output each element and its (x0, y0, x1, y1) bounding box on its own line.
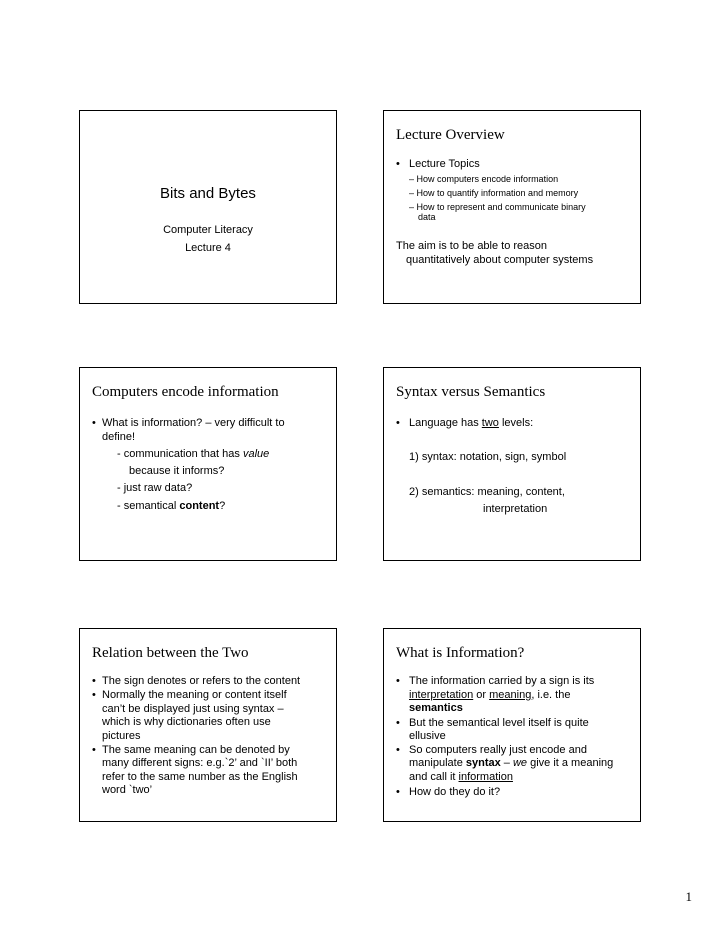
bullet-text: Lecture Topics (409, 158, 480, 170)
bullet-icon: • (396, 675, 400, 687)
bullet-icon: • (396, 744, 400, 756)
slide-title: Bits and Bytes (160, 185, 256, 202)
bullet-text: The sign denotes or refers to the content (102, 675, 301, 687)
text-run: syntax (465, 757, 501, 769)
sub-bullet-text: data (418, 212, 436, 222)
bullet-text: But the semantical level itself is quite (409, 717, 589, 729)
slide-what-is-information (383, 628, 641, 822)
bullet-text: What is information? – very difficult to (102, 417, 285, 429)
sub-bullet-text (117, 448, 269, 462)
bullet-text: The same meaning can be denoted by (102, 744, 290, 756)
bullet-icon: • (396, 786, 400, 798)
bullet-text: Normally the meaning or content itself (102, 689, 287, 701)
text-run: Language has (409, 417, 482, 429)
bullet-icon: • (92, 689, 96, 701)
bullet-icon: • (92, 675, 96, 687)
sub-bullet-text (117, 500, 225, 514)
bullet-text: refer to the same number as the English (102, 771, 298, 783)
bullet-text (409, 689, 570, 703)
sub-bullet-text: – How to represent and communicate binary (409, 202, 586, 212)
text-run: , i.e. the (531, 689, 571, 701)
sub-bullet-text: – How to quantify information and memory (409, 188, 579, 198)
bullet-icon: • (92, 744, 96, 756)
bullet-text: many different signs: e.g.`2’ and `II’ both (102, 757, 298, 769)
bullet-text (409, 771, 513, 785)
text-run: or (473, 689, 490, 701)
text-run: meaning (489, 689, 532, 701)
text-run: interpretation (409, 689, 474, 701)
text-run: - communication that has (117, 448, 243, 460)
text-run: ? (219, 500, 226, 512)
list-item-text: interpretation (483, 503, 548, 515)
slide-relation-between-the-two (79, 628, 337, 822)
bullet-text (409, 757, 613, 771)
paragraph-text: The aim is to be able to reason (396, 240, 548, 252)
text-run: information (458, 771, 513, 783)
list-item-text: 2) semantics: meaning, content, (409, 486, 565, 498)
slide-lecture-overview (383, 110, 641, 304)
text-run: levels: (498, 417, 534, 429)
bullet-text: So computers really just encode and (409, 744, 587, 756)
text-run: - semantical (117, 500, 180, 512)
text-run: – (500, 757, 513, 769)
sub-bullet-text: - just raw data? (117, 482, 193, 494)
bullet-text: word `two’ (102, 784, 153, 796)
text-run: manipulate (409, 757, 466, 769)
sub-bullet-text: because it informs? (129, 465, 225, 477)
list-item-text: 1) syntax: notation, sign, symbol (409, 451, 567, 463)
text-run: we (512, 757, 528, 769)
slide-title: Syntax versus Semantics (396, 384, 546, 400)
bullet-icon: • (396, 717, 400, 729)
bullet-text: pictures (102, 730, 141, 742)
page-number: 1 (685, 889, 692, 904)
slide-bits-and-bytes (79, 110, 337, 304)
slide-subtitle: Computer Literacy (163, 224, 253, 236)
bullet-text: How do they do it? (409, 786, 501, 798)
bullet-text: define! (102, 431, 136, 443)
text-run: content (179, 500, 220, 512)
text-run: value (242, 448, 270, 460)
bullet-text: which is why dictionaries often use (102, 716, 271, 728)
slide-subtitle: Lecture 4 (185, 242, 231, 254)
slide-title: Computers encode information (92, 384, 279, 400)
sub-bullet-text: – How computers encode information (409, 174, 559, 184)
slide-syntax-versus-semantics (383, 367, 641, 561)
text-run: and call it (409, 771, 459, 783)
bullet-icon: • (396, 158, 400, 170)
bullet-text: ellusive (409, 730, 446, 742)
bullet-text: semantics (409, 702, 463, 714)
text-run: two (481, 417, 499, 429)
bullet-icon: • (396, 417, 400, 429)
slide-title: What is Information? (396, 645, 525, 661)
bullet-icon: • (92, 417, 96, 429)
slide-title: Lecture Overview (396, 127, 505, 143)
bullet-text (409, 417, 533, 431)
bullet-text: can’t be displayed just using syntax – (102, 703, 284, 715)
slide-computers-encode-information (79, 367, 337, 561)
bullet-text: The information carried by a sign is its (409, 675, 595, 687)
text-run: give it a meaning (527, 757, 614, 769)
slide-title: Relation between the Two (92, 645, 249, 661)
paragraph-text: quantitatively about computer systems (406, 254, 594, 266)
